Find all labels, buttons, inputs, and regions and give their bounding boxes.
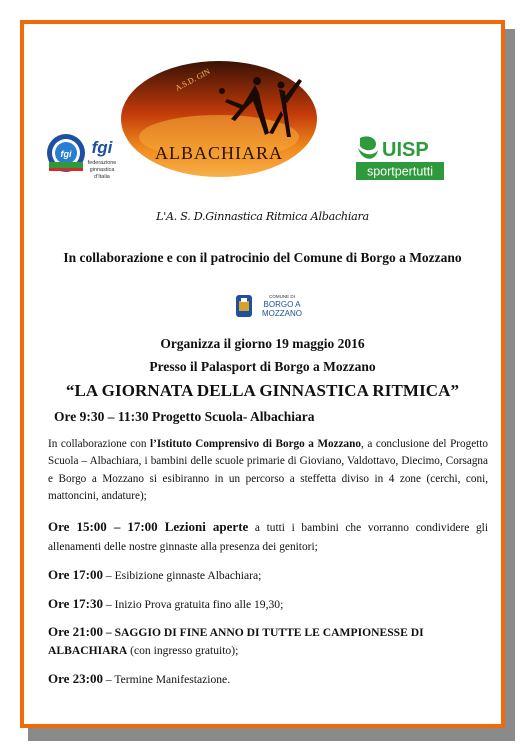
- comune-top: COMUNE DI: [269, 294, 295, 299]
- albachiara-logo: [119, 59, 319, 179]
- schedule-item: [48, 566, 261, 585]
- comune-name-2: MOZZANO: [262, 309, 302, 318]
- logo-name: ALBACHIARA: [154, 143, 284, 163]
- comune-name-1: BORGO A: [263, 300, 301, 309]
- paragraph-school-project: [48, 436, 488, 505]
- fgi-sub-1: federazione: [87, 160, 117, 166]
- comune-logo: [234, 289, 314, 324]
- date-line: Organizza il giorno 19 maggio 2016: [160, 336, 365, 351]
- schedule-time: Ore 21:00: [48, 624, 103, 639]
- venue-line: Presso il Palasport di Borgo a Mozzano: [149, 359, 376, 374]
- schedule-time: Ore 17:30: [48, 596, 103, 611]
- schedule-item: [48, 623, 488, 660]
- p1-bold: l’Istituto Comprensivo di Borgo a Mozzano: [150, 438, 361, 450]
- flyer-frame: [20, 20, 505, 728]
- schedule-text-bold: – SAGGIO DI FINE ANNO DI TUTTE LE CAMPIONESSE DI ALBACHIARA: [48, 626, 424, 657]
- schedule-text: – Inizio Prova gratuita fino alle 19,30;: [103, 598, 284, 611]
- first-slot: Ore 9:30 – 11:30 Progetto Scuola- Albachiara: [54, 409, 315, 424]
- schedule-text: – Termine Manifestazione.: [103, 673, 231, 686]
- fgi-label: fgi: [91, 138, 113, 157]
- schedule-text: – Esibizione ginnaste Albachiara;: [103, 569, 262, 582]
- p1-pre: In collaborazione con: [48, 438, 151, 450]
- svg-text:fgi: fgi: [60, 149, 72, 159]
- event-title: “LA GIORNATA DELLA GINNASTICA RITMICA”: [65, 381, 460, 400]
- schedule-item: [48, 595, 283, 614]
- schedule-item: [48, 670, 230, 689]
- logo-arc-text: A.S.D. GIN: [173, 66, 212, 93]
- p2-rest: a tutti i bambini che vorranno condividere gli allenamenti delle nostre ginnaste alla presenza dei genitori;: [48, 522, 488, 553]
- uisp-sub: sportpertutti: [366, 164, 434, 179]
- paragraph-open-lessons: [48, 517, 488, 557]
- p2-bold: Ore 15:00 – 17:00 Lezioni aperte: [48, 519, 249, 534]
- org-name: L'A. S. D.Ginnastica Ritmica Albachiara: [156, 210, 369, 223]
- p1-post: , a conclusione del Progetto Scuola – Albachiara, i bambini delle scuole primarie di Gioviano, Valdottavo, Diecimo, Corsagna e Borgo a Mozzano si esibiranno in un percorso a steffetta diviso in 4 zone (cerchi, coni, mattoncini, andature);: [48, 438, 488, 502]
- collaboration-line: In collaborazione e con il patrocinio del Comune di Borgo a Mozzano: [63, 250, 462, 265]
- uisp-logo: [354, 132, 464, 192]
- schedule-time: Ore 17:00: [48, 567, 103, 582]
- fgi-sub-3: d'Italia: [94, 174, 110, 180]
- schedule-time: Ore 23:00: [48, 671, 103, 686]
- schedule-text: (con ingresso gratuito);: [127, 644, 239, 657]
- fgi-logo: [44, 129, 122, 189]
- fgi-sub-2: ginnastica: [89, 167, 115, 173]
- uisp-label: UISP: [382, 139, 429, 161]
